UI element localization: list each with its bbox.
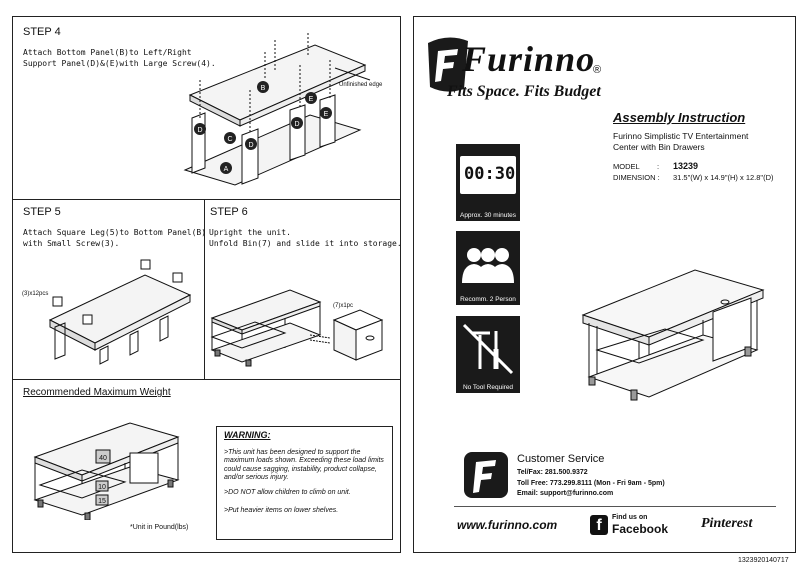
- facebook-find-us: Find us on: [612, 514, 648, 521]
- weight-bottom-value: 15: [98, 498, 106, 505]
- time-caption: Approx. 30 minutes: [459, 212, 516, 219]
- dimension-value: 31.5"(W) x 14.9"(H) x 12.8"(D): [673, 173, 774, 182]
- step4-text-1: Attach Bottom Panel(B)to Left/Right: [23, 48, 192, 57]
- step6-qty-label: (7)x1pc: [333, 303, 354, 309]
- model-colon: :: [657, 162, 660, 171]
- assembled-unit-illustration: [575, 265, 770, 415]
- timer-text: 00:30: [464, 164, 516, 184]
- divider-step4: [12, 199, 401, 200]
- weight-mid-value: 10: [98, 484, 106, 491]
- warning-item-2: >DO NOT allow children to climb on unit.: [224, 488, 351, 496]
- weight-diagram: [30, 415, 185, 520]
- warning-item-3: >Put heavier items on lower shelves.: [224, 506, 339, 514]
- assembly-title: Assembly Instruction: [613, 110, 746, 125]
- service-email: Email: support@furinno.com: [517, 490, 614, 497]
- service-logo-mark: [462, 450, 510, 500]
- step5-qty-label: (3)x12pcs: [22, 291, 49, 297]
- divider-step6: [12, 379, 401, 380]
- step5-text-2: with Small Screw(3).: [23, 239, 120, 248]
- step4-label-e2: E: [323, 111, 329, 118]
- service-tel: Tel/Fax: 281.500.9372: [517, 469, 588, 476]
- warning-item-1: >This unit has been designed to support the maximum loads shown. Exceeding these load limits could cause sagging, instability, product collapse, and/or serious injury.: [224, 448, 384, 482]
- unfinished-edge-label: Unfinished edge: [339, 82, 383, 88]
- step4-label-a: A: [223, 166, 229, 173]
- model-label: MODEL: [613, 162, 640, 171]
- tool-caption: No Tool Required: [462, 384, 514, 391]
- weight-unit-note: *Unit in Pound(lbs): [130, 524, 189, 531]
- tool-icon-box: [456, 316, 520, 393]
- product-name-2: Center with Bin Drawers: [613, 142, 705, 152]
- step4-label-e1: E: [308, 96, 314, 103]
- people-icon-box: [456, 231, 520, 305]
- pinterest-link[interactable]: Pinterest: [701, 516, 753, 531]
- step6-diagram: [210, 280, 395, 375]
- warning-box: [216, 426, 393, 540]
- step4-text-2: Support Panel(D)&(E)with Large Screw(4).: [23, 59, 216, 68]
- weight-top-value: 40: [99, 455, 107, 462]
- step6-text-2: Unfold Bin(7) and slide it into storage.: [209, 239, 402, 248]
- step6-text-1: Upright the unit.: [209, 228, 291, 237]
- no-tool-icon: [460, 321, 516, 377]
- website-link[interactable]: www.furinno.com: [457, 518, 558, 532]
- registered-mark: ®: [593, 64, 602, 76]
- facebook-label: Facebook: [612, 522, 669, 536]
- product-name-1: Furinno Simplistic TV Entertainment: [613, 131, 749, 141]
- brand-name: Furinno: [462, 39, 596, 79]
- dimension-label: DIMENSION :: [613, 173, 660, 182]
- document-code: 1323920140717: [738, 557, 789, 564]
- time-icon-box: [456, 144, 520, 221]
- step6-title: STEP 6: [210, 206, 248, 218]
- step4-label-d2: D: [248, 142, 254, 149]
- facebook-icon: f: [590, 515, 608, 535]
- people-caption: Recomm. 2 Person: [460, 296, 516, 303]
- model-value: 13239: [673, 161, 699, 171]
- step5-diagram: [45, 255, 195, 365]
- brand-tagline: Fits Space. Fits Budget: [447, 83, 601, 100]
- service-title: Customer Service: [517, 453, 605, 465]
- footer-divider: [454, 506, 776, 507]
- weight-title: Recommended Maximum Weight: [23, 387, 171, 398]
- step4-title: STEP 4: [23, 26, 61, 38]
- warning-title: WARNING:: [224, 430, 271, 440]
- step4-label-c: C: [227, 136, 233, 143]
- divider-step5-6: [204, 199, 205, 379]
- step5-title: STEP 5: [23, 206, 61, 218]
- step4-diagram: [180, 30, 395, 190]
- step4-label-b: B: [260, 85, 266, 92]
- service-tollfree: Toll Free: 773.299.8111 (Mon - Fri 9am - 5pm): [517, 480, 665, 487]
- step4-label-d1: D: [197, 127, 203, 134]
- people-icon: [460, 245, 516, 285]
- step4-label-d3: D: [294, 121, 300, 128]
- facebook-link[interactable]: [590, 514, 675, 538]
- step5-text-1: Attach Square Leg(5)to Bottom Panel(B): [23, 228, 207, 237]
